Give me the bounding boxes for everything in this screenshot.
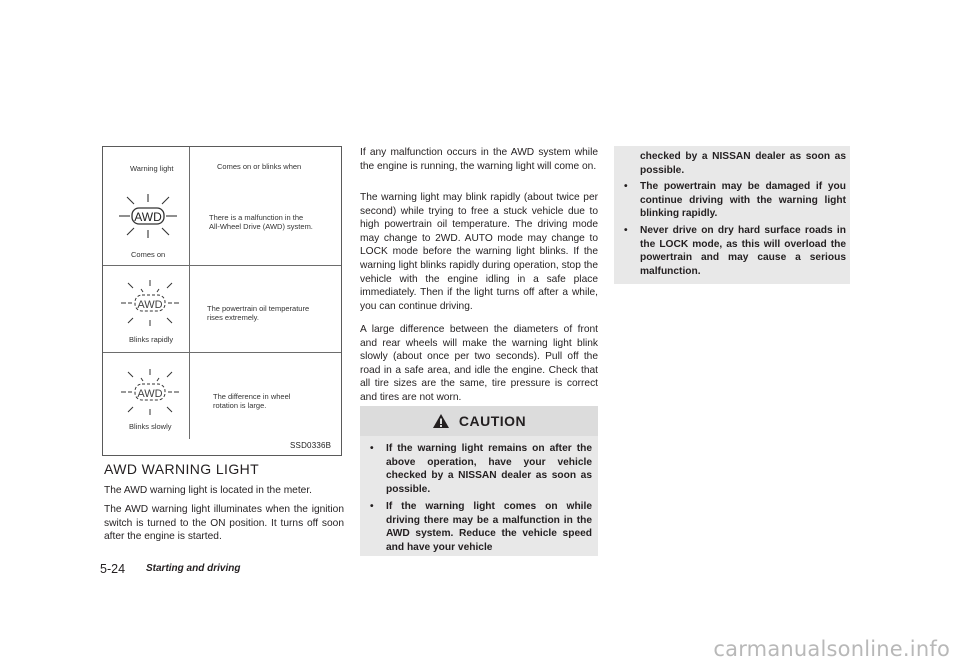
column-divider xyxy=(189,147,190,439)
left-paragraph-1: The AWD warning light is located in the meter. xyxy=(104,485,312,496)
caution-bullet-2 xyxy=(370,500,592,556)
middle-paragraph-1: If any malfunction occurs in the AWD system while the engine is running, the warning light will come on. xyxy=(360,147,598,172)
col-header-comes-on: Comes on or blinks when xyxy=(217,162,302,171)
caution-header xyxy=(360,406,598,436)
bullet-marker: • xyxy=(624,181,628,192)
desc-blinks-rapidly-2: rises extremely. xyxy=(207,313,259,322)
figure-id: SSD0336B xyxy=(290,441,332,450)
desc-blinks-rapidly-1: The powertrain oil temperature xyxy=(207,304,310,313)
caution-title: CAUTION xyxy=(458,413,527,429)
warning-light-figure xyxy=(102,146,342,456)
col-header-warning-light: Warning light xyxy=(130,164,174,173)
caution-continuation-text: checked by a NISSAN dealer as soon as possible. xyxy=(640,151,846,176)
awd-slow-label: AWD xyxy=(137,388,163,400)
caution-bullet-1-text: If the warning light remains on after the above operation, have your vehicle checked by a NISSAN dealer as soon as possible. xyxy=(386,443,592,495)
section-name: Starting and driving xyxy=(146,563,241,574)
caution-bullet-2-text: If the warning light comes on while driving there may be a malfunction in the AWD system. Reduce the vehicle speed and have your vehicle xyxy=(386,501,592,553)
state-blinks-slowly: Blinks slowly xyxy=(129,422,172,431)
right-bullet-1-text: The powertrain may be damaged if you continue driving with the warning light blinking rapidly. xyxy=(640,181,846,220)
middle-paragraph-2: The warning light may blink rapidly (about twice per second) while trying to free a stuck vehicle due to high powertrain oil temperature. The driving mode may change to 2WD. AUTO mode may change to LOCK mode before the warning light blinks. If the warning light blinks rapidly during operation, stop the vehicle with the engine idling in a safe place immediately. Then if the light turns off after a while, you can continue driving. xyxy=(360,192,598,312)
left-paragraph-2: The AWD warning light illuminates when the ignition switch is turned to the ON position. It turns off soon after the engine is started. xyxy=(104,504,344,543)
caution-continuation-box xyxy=(614,146,850,284)
state-blinks-rapidly: Blinks rapidly xyxy=(129,335,174,344)
caution-body xyxy=(360,436,598,556)
middle-paragraph-3: A large difference between the diameters of front and rear wheels will make the warning light blink slowly (about once per two seconds). Pull off the road in a safe area, and idle the engine. Check that all tire sizes are the same, tire pressure is correct and tires are not worn. xyxy=(360,324,598,403)
caution-box xyxy=(360,406,598,556)
desc-comes-on-2: All-Wheel Drive (AWD) system. xyxy=(209,222,313,231)
desc-blinks-slowly-1: The difference in wheel xyxy=(213,392,291,401)
desc-comes-on-1: There is a malfunction in the xyxy=(209,213,304,222)
caution-bullet-1 xyxy=(370,442,592,498)
row-divider-2 xyxy=(103,352,341,353)
desc-blinks-slowly-2: rotation is large. xyxy=(213,401,267,410)
awd-on-icon xyxy=(117,192,179,240)
awd-blink-slow-icon xyxy=(119,367,181,417)
warning-triangle-icon xyxy=(432,413,450,429)
section-heading: AWD WARNING LIGHT xyxy=(104,461,260,477)
bullet-marker: • xyxy=(624,225,628,236)
state-comes-on: Comes on xyxy=(131,250,166,259)
row-divider-1 xyxy=(103,265,341,266)
bullet-marker: • xyxy=(370,501,374,512)
right-bullet-2 xyxy=(624,224,846,280)
right-bullet-2-text: Never drive on dry hard surface roads in the LOCK mode, as this will overload the powertrain and may cause a serious malfunction. xyxy=(640,225,846,277)
watermark: carmanualsonline.info xyxy=(713,637,950,661)
right-bullet-1 xyxy=(624,180,846,222)
awd-on-label: AWD xyxy=(134,210,162,224)
awd-rapid-label: AWD xyxy=(137,299,163,311)
page-number: 5-24 xyxy=(100,562,126,576)
awd-blink-rapid-icon xyxy=(119,278,181,328)
bullet-marker: • xyxy=(370,443,374,454)
